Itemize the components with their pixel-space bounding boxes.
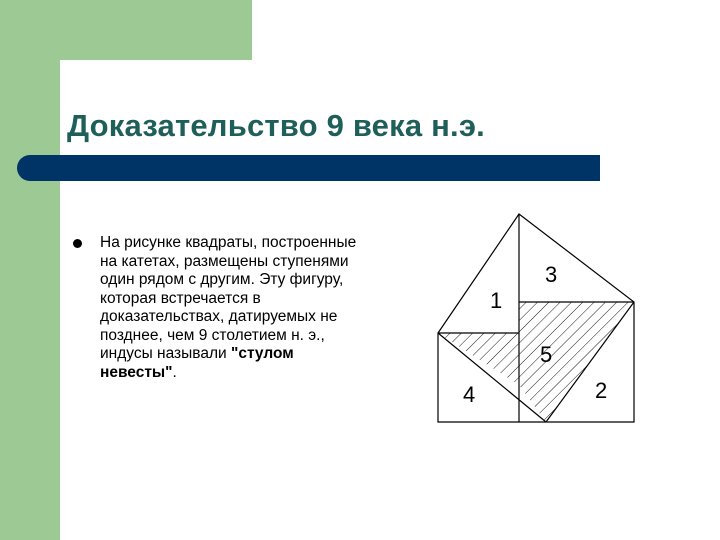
title-underline-bar: [17, 155, 600, 181]
bullet-text: [100, 234, 363, 382]
figure-label-1: 1: [490, 288, 503, 313]
top-decor-band: [60, 0, 252, 60]
figure-label-5: 5: [540, 342, 553, 367]
hatched-region-5: [519, 302, 634, 422]
brides-chair-figure: [435, 212, 635, 424]
figure-label-3: 3: [545, 262, 558, 287]
bullet-dot-icon: [73, 239, 82, 248]
side-decor-band: [0, 0, 60, 540]
hatched-strip-4: [438, 333, 519, 385]
bullet-item: [73, 234, 363, 382]
bullet-text-main: На рисунке квадраты, построенные на катетах, размещены ступенями один рядом с другим. Эту фигуру, которая встречается в доказательствах, датируемых не позднее, чем 9 столетием н. э., индусы называли: [100, 234, 357, 362]
figure-label-4: 4: [463, 382, 476, 407]
content-corner: [60, 60, 84, 84]
bullet-text-bold: "стулом невесты": [100, 345, 294, 381]
bullet-text-end: .: [172, 363, 177, 381]
figure-label-2: 2: [595, 378, 608, 403]
slide-title: Доказательство 9 века н.э.: [67, 108, 485, 143]
